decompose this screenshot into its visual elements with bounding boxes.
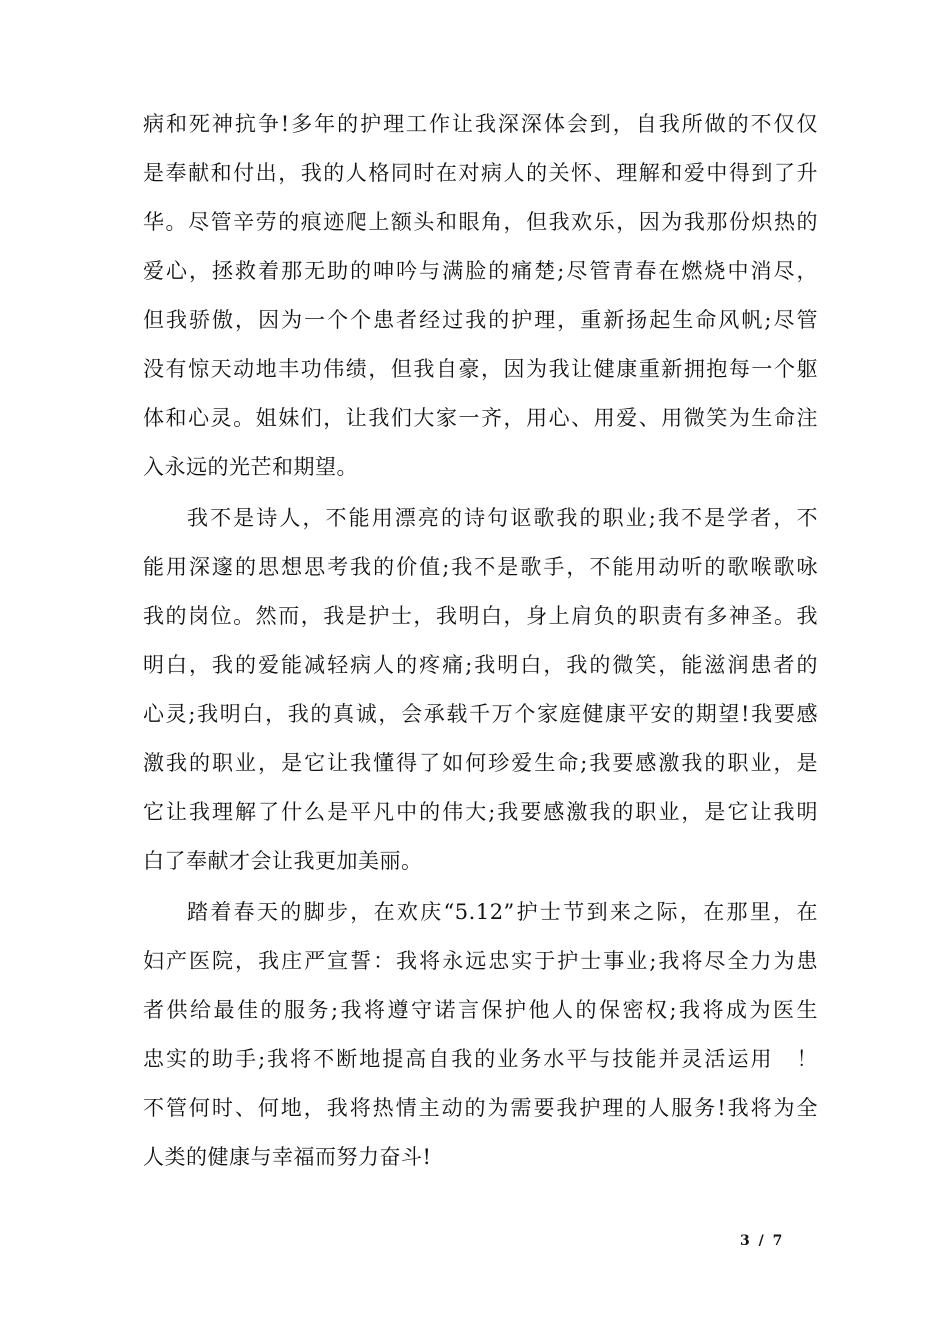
text-line: 人类的健康与幸福而努力奋斗!	[143, 1145, 432, 1169]
text-line: 妇产医院，我庄严宣誓：我将永远忠实于护士事业;我将尽全力为患	[143, 949, 818, 973]
text-line: 我不是诗人，不能用漂亮的诗句讴歌我的职业;我不是学者，不	[187, 506, 818, 530]
text-line: 激我的职业，是它让我懂得了如何珍爱生命;我要感激我的职业，是	[143, 751, 818, 775]
text-line: 能用深邃的思想思考我的价值;我不是歌手，不能用动听的歌喉歌咏	[143, 555, 818, 579]
text-line: 者供给最佳的服务;我将遵守诺言保护他人的保密权;我将成为医生	[143, 998, 818, 1022]
text-line: 心灵;我明白，我的真诚，会承载千万个家庭健康平安的期望!我要感	[143, 702, 818, 726]
text-line: 病和死神抗争!多年的护理工作让我深深体会到，自我所做的不仅仅	[143, 112, 818, 136]
text-line: 它让我理解了什么是平凡中的伟大;我要感激我的职业，是它让我明	[143, 800, 818, 824]
page-number: 3 / 7	[740, 1233, 785, 1249]
text-line: 华。尽管辛劳的痕迹爬上额头和眼角，但我欢乐，因为我那份炽热的	[143, 210, 818, 234]
text-line: 不管何时、何地，我将热情主动的为需要我护理的人服务!我将为全	[143, 1096, 818, 1120]
text-line: 是奉献和付出，我的人格同时在对病人的关怀、理解和爱中得到了升	[143, 161, 818, 185]
text-line: 体和心灵。姐妹们，让我们大家一齐，用心、用爱、用微笑为生命注	[143, 406, 818, 430]
text-line: 我的岗位。然而，我是护士，我明白，身上肩负的职责有多神圣。我	[143, 604, 818, 628]
paragraph-2	[143, 494, 818, 886]
paragraph-3	[143, 888, 818, 1182]
text-line: 白了奉献才会让我更加美丽。	[143, 849, 423, 873]
text-line: 入永远的光芒和期望。	[143, 455, 358, 479]
text-line: 踏着春天的脚步，在欢庆“5.12”护士节到来之际，在那里，在	[187, 900, 818, 924]
text-line: 忠实的助手;我将不断地提高自我的业务水平与技能并灵活运用 ！	[143, 1047, 818, 1071]
text-line: 爱心，拯救着那无助的呻吟与满脸的痛楚;尽管青春在燃烧中消尽，	[143, 259, 818, 283]
text-line: 没有惊天动地丰功伟绩，但我自豪，因为我让健康重新拥抱每一个躯	[143, 357, 818, 381]
text-line: 但我骄傲，因为一个个患者经过我的护理，重新扬起生命风帆;尽管	[143, 308, 818, 332]
paragraph-1	[143, 100, 818, 492]
text-line: 明白，我的爱能减轻病人的疼痛;我明白，我的微笑，能滋润患者的	[143, 653, 818, 677]
